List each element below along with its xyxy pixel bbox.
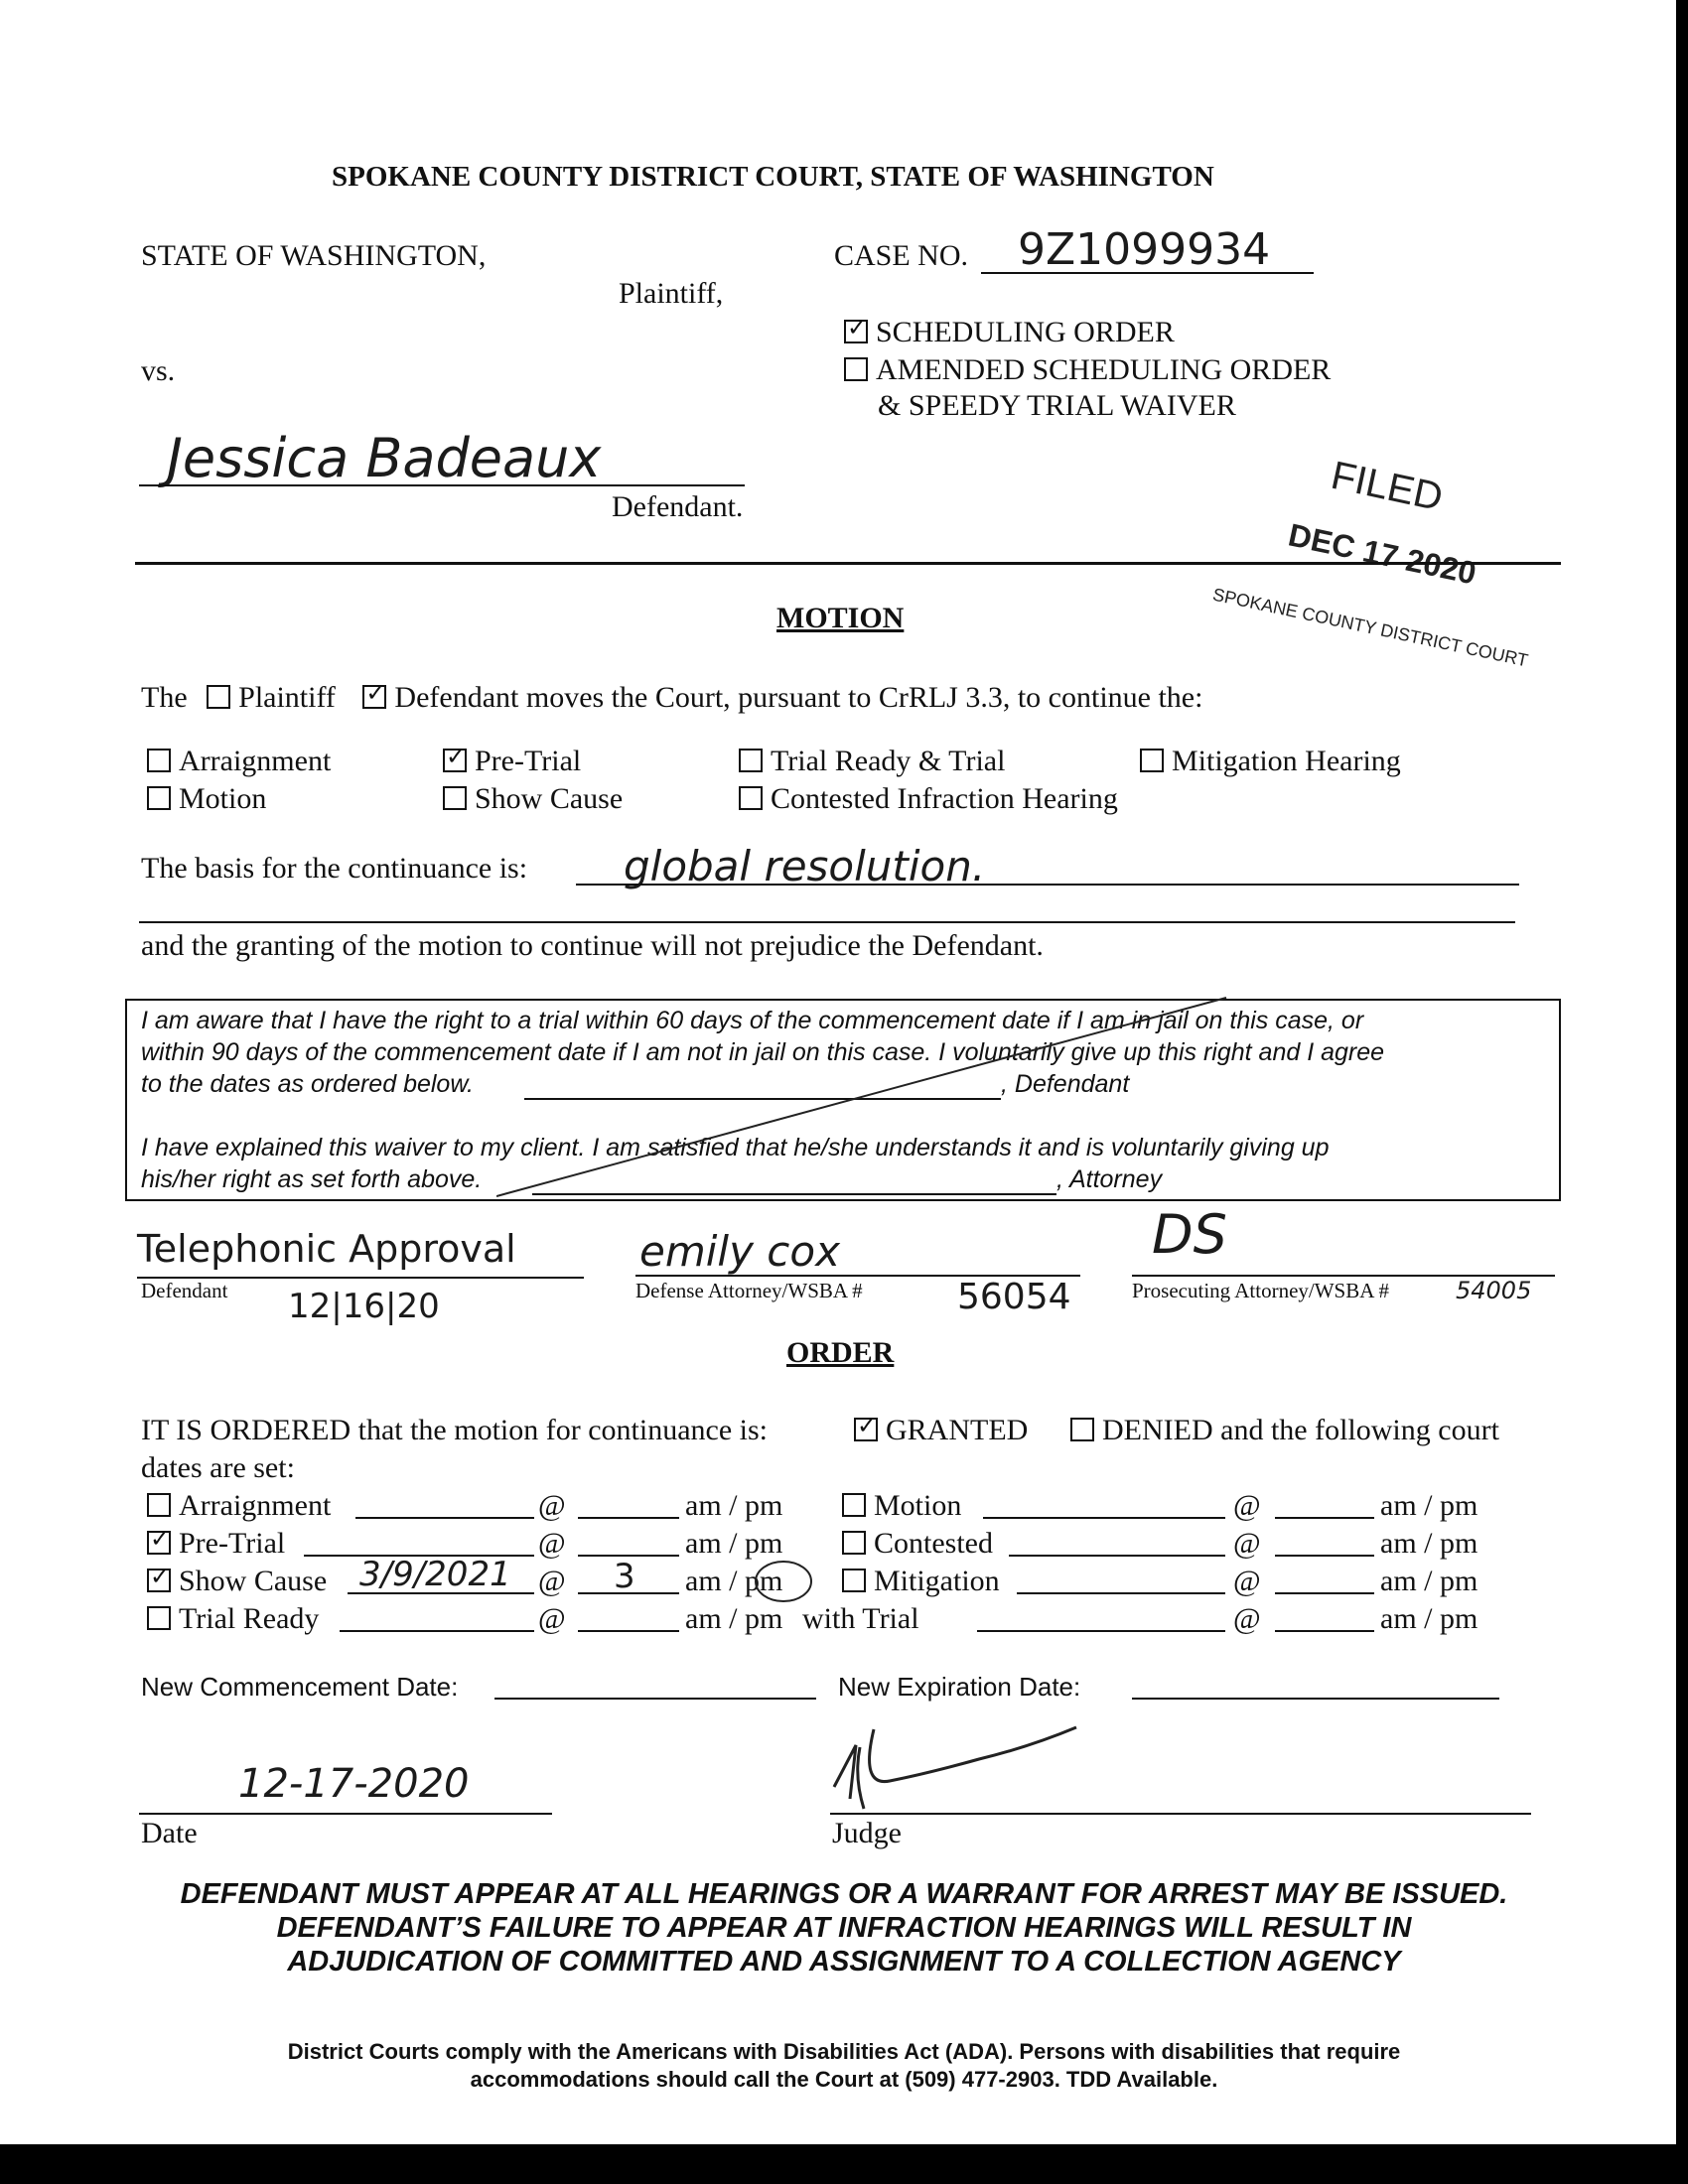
new-commencement-label: New Commencement Date: xyxy=(141,1672,459,1702)
arraignment-ampm: am / pm xyxy=(685,1489,783,1522)
order-trial-ready-checkbox[interactable] xyxy=(147,1606,171,1630)
order-arraignment-label: Arraignment xyxy=(179,1489,332,1522)
order-row-trial-ready[interactable] xyxy=(147,1602,319,1636)
order-show-cause-checkbox[interactable] xyxy=(147,1569,171,1592)
contested-at: @ xyxy=(1233,1527,1261,1560)
with-trial-time-line[interactable] xyxy=(1275,1630,1374,1632)
waiver-strike-line xyxy=(496,993,1231,1201)
defense-attorney-signature: emily cox xyxy=(639,1227,840,1276)
order-trial-ready-label: Trial Ready xyxy=(179,1602,320,1635)
warning-line-3: ADJUDICATION OF COMMITTED AND ASSIGNMENT TO A COLLECTION AGENCY xyxy=(287,1946,1401,1978)
warning-line-2: DEFENDANT’S FAILURE TO APPEAR AT INFRACTION HEARINGS WILL RESULT IN xyxy=(276,1912,1412,1944)
option-motion[interactable] xyxy=(147,782,266,816)
granted-option[interactable] xyxy=(854,1414,1028,1447)
warning-line-1: DEFENDANT MUST APPEAR AT ALL HEARINGS OR A WARRANT FOR ARREST MAY BE ISSUED. xyxy=(180,1878,1508,1910)
prosecutor-wsba-number: 54005 xyxy=(1456,1277,1532,1304)
arraignment-at: @ xyxy=(538,1489,566,1522)
trial-ready-date-line[interactable] xyxy=(340,1630,534,1632)
order-show-cause-label: Show Cause xyxy=(179,1565,328,1597)
option-show-cause[interactable] xyxy=(443,782,623,816)
show-cause-at: @ xyxy=(538,1565,566,1597)
ada-line-2: accommodations should call the Court at (509) 477-2903. TDD Available. xyxy=(470,2067,1218,2092)
trial-ready-label: Trial Ready & Trial xyxy=(771,745,1006,777)
filed-stamp-date: DEC 17 2020 xyxy=(1285,516,1479,592)
motion-time-line[interactable] xyxy=(1275,1517,1374,1519)
motion-date-line[interactable] xyxy=(983,1517,1225,1519)
defense-wsba-number: 56054 xyxy=(957,1277,1071,1317)
prosecutor-signature: DS xyxy=(1152,1203,1227,1266)
scheduling-order-option[interactable] xyxy=(844,316,1175,349)
defendant-signature: Telephonic Approval xyxy=(137,1227,516,1271)
ada-line-1: District Courts comply with the Americans with Disabilities Act (ADA). Persons with disabilities that require xyxy=(287,2039,1401,2064)
plaintiff-option-label: Plaintiff xyxy=(238,681,336,714)
motion-intro-the: The xyxy=(141,681,188,714)
option-trial-ready[interactable] xyxy=(739,745,1005,778)
amended-order-checkbox[interactable] xyxy=(844,357,868,381)
contested-time-line[interactable] xyxy=(1275,1555,1374,1557)
plaintiff-label: Plaintiff, xyxy=(619,277,724,310)
plaintiff-checkbox[interactable] xyxy=(207,685,230,709)
new-commencement-line[interactable] xyxy=(494,1698,816,1700)
court-title: SPOKANE COUNTY DISTRICT COURT, STATE OF WASHINGTON xyxy=(332,161,1214,193)
trial-ready-checkbox[interactable] xyxy=(739,749,763,772)
case-no-label: CASE NO. xyxy=(834,239,969,272)
filed-stamp: FILED xyxy=(1327,453,1447,520)
contested-label: Contested Infraction Hearing xyxy=(771,782,1118,815)
order-row-mitigation[interactable] xyxy=(842,1565,1000,1598)
waiver-line-5b: , Attorney xyxy=(1056,1165,1163,1193)
mitigation-checkbox[interactable] xyxy=(1140,749,1164,772)
defendant-label: Defendant. xyxy=(612,490,744,523)
arraignment-time-line[interactable] xyxy=(578,1517,679,1519)
order-date-value: 12-17-2020 xyxy=(238,1761,470,1807)
pretrial-label: Pre-Trial xyxy=(475,745,582,777)
option-mitigation[interactable] xyxy=(1140,745,1401,778)
order-contested-checkbox[interactable] xyxy=(842,1531,866,1555)
order-mitigation-checkbox[interactable] xyxy=(842,1569,866,1592)
waiver-line-5a: his/her right as set forth above. xyxy=(141,1165,483,1193)
motion-at: @ xyxy=(1233,1489,1261,1522)
defendant-option-label: Defendant moves the Court, pursuant to CrRLJ 3.3, to continue the: xyxy=(394,681,1203,714)
motion-label: Motion xyxy=(179,782,267,815)
basis-value-handwritten[interactable]: global resolution. xyxy=(624,842,986,890)
mitigation-time-line[interactable] xyxy=(1275,1592,1374,1594)
waiver-line-2: within 90 days of the commencement date if I am not in jail on this case. I voluntarily give up this right and I agree xyxy=(141,1038,1385,1066)
amended-order-option[interactable] xyxy=(844,353,1331,387)
motion-checkbox[interactable] xyxy=(147,786,171,810)
case-no-line xyxy=(981,272,1314,274)
order-row-show-cause[interactable] xyxy=(147,1565,327,1598)
option-arraignment[interactable] xyxy=(147,745,331,778)
basis-label: The basis for the continuance is: xyxy=(141,852,528,885)
show-cause-checkbox[interactable] xyxy=(443,786,467,810)
show-cause-ampm: am / pm xyxy=(685,1565,783,1597)
order-date-label: Date xyxy=(141,1817,198,1849)
section-divider xyxy=(135,562,1561,565)
show-cause-label: Show Cause xyxy=(475,782,624,815)
order-motion-label: Motion xyxy=(874,1489,962,1522)
waiver-line-3a: to the dates as ordered below. xyxy=(141,1070,474,1098)
trial-ready-ampm: am / pm xyxy=(685,1602,783,1635)
order-arraignment-checkbox[interactable] xyxy=(147,1493,171,1517)
motion-ampm: am / pm xyxy=(1380,1489,1478,1522)
defendant-sig-label: Defendant xyxy=(141,1279,228,1302)
show-cause-date-value[interactable]: 3/9/2021 xyxy=(359,1555,511,1594)
option-contested[interactable] xyxy=(739,782,1118,816)
defendant-name-line xyxy=(139,484,745,486)
basis-line-1 xyxy=(576,884,1519,886)
contested-checkbox[interactable] xyxy=(739,786,763,810)
arraignment-checkbox[interactable] xyxy=(147,749,171,772)
mitigation-date-line[interactable] xyxy=(1017,1592,1225,1594)
denied-label: DENIED and the following court xyxy=(1102,1414,1499,1446)
waiver-line-3b: , Defendant xyxy=(1001,1070,1130,1098)
denied-checkbox[interactable] xyxy=(1070,1418,1094,1441)
ordered-text: IT IS ORDERED that the motion for continuance is: xyxy=(141,1414,769,1446)
granted-checkbox[interactable] xyxy=(854,1418,878,1441)
order-mitigation-label: Mitigation xyxy=(874,1565,1000,1597)
scheduling-order-checkbox[interactable] xyxy=(844,320,868,343)
waiver-line-4: I have explained this waiver to my client. I am satisfied that he/she understands it and is voluntarily giving up xyxy=(141,1134,1330,1161)
plaintiff-name: STATE OF WASHINGTON, xyxy=(141,239,487,272)
filed-stamp-court: SPOKANE COUNTY DISTRICT COURT xyxy=(1210,584,1530,671)
motion-heading: MOTION xyxy=(776,602,905,634)
with-trial-at: @ xyxy=(1233,1602,1261,1635)
pretrial-checkbox[interactable] xyxy=(443,749,467,772)
arraignment-label: Arraignment xyxy=(179,745,332,777)
order-heading: ORDER xyxy=(786,1336,895,1369)
speedy-trial-waiver-label: & SPEEDY TRIAL WAIVER xyxy=(878,389,1236,422)
no-prejudice-text: and the granting of the motion to continue will not prejudice the Defendant. xyxy=(141,929,1044,962)
new-expiration-line[interactable] xyxy=(1132,1698,1499,1700)
order-row-motion[interactable] xyxy=(842,1489,961,1523)
defendant-checkbox[interactable] xyxy=(362,685,386,709)
order-date-line xyxy=(139,1813,552,1815)
judge-signature-line xyxy=(830,1813,1531,1815)
order-pretrial-checkbox[interactable] xyxy=(147,1531,171,1555)
order-contested-label: Contested xyxy=(874,1527,993,1560)
granted-label: GRANTED xyxy=(886,1414,1029,1446)
pretrial-ampm: am / pm xyxy=(685,1527,783,1560)
dates-set-text: dates are set: xyxy=(141,1451,295,1484)
basis-line-2 xyxy=(139,921,1515,923)
order-row-with-trial: with Trial xyxy=(802,1602,919,1635)
waiver-line-1: I am aware that I have the right to a trial within 60 days of the commencement date if I am in jail on this case, or xyxy=(141,1007,1364,1034)
motion-intro xyxy=(141,681,1202,715)
denied-option[interactable] xyxy=(1070,1414,1499,1447)
trial-ready-time-line[interactable] xyxy=(578,1630,679,1632)
vs-label: vs. xyxy=(141,354,176,387)
order-pretrial-label: Pre-Trial xyxy=(179,1527,286,1560)
option-pretrial[interactable] xyxy=(443,745,581,778)
contested-date-line[interactable] xyxy=(1009,1555,1225,1557)
defendant-sig-date: 12|16|20 xyxy=(288,1287,440,1326)
scan-right-border xyxy=(1676,0,1688,2184)
amended-order-label: AMENDED SCHEDULING ORDER xyxy=(876,353,1332,386)
defense-attorney-label: Defense Attorney/WSBA # xyxy=(635,1279,863,1302)
contested-ampm: am / pm xyxy=(1380,1527,1478,1560)
case-no-value: 9Z1099934 xyxy=(1018,224,1271,275)
judge-label: Judge xyxy=(832,1817,902,1849)
trial-ready-at: @ xyxy=(538,1602,566,1635)
order-row-contested[interactable] xyxy=(842,1527,993,1561)
mitigation-label: Mitigation Hearing xyxy=(1172,745,1401,777)
prosecutor-label: Prosecuting Attorney/WSBA # xyxy=(1132,1279,1389,1302)
with-trial-date-line[interactable] xyxy=(977,1630,1225,1632)
defendant-name-handwritten: Jessica Badeaux xyxy=(167,427,602,489)
pretrial-at: @ xyxy=(538,1527,566,1560)
mitigation-ampm: am / pm xyxy=(1380,1565,1478,1597)
scan-bottom-border xyxy=(0,2144,1688,2184)
show-cause-time-value[interactable]: 3 xyxy=(614,1557,635,1596)
judge-signature-mark xyxy=(820,1717,1088,1827)
order-row-pretrial[interactable] xyxy=(147,1527,285,1561)
mitigation-at: @ xyxy=(1233,1565,1261,1597)
scheduling-order-label: SCHEDULING ORDER xyxy=(876,316,1175,348)
order-motion-checkbox[interactable] xyxy=(842,1493,866,1517)
with-trial-ampm: am / pm xyxy=(1380,1602,1478,1635)
order-row-arraignment[interactable] xyxy=(147,1489,331,1523)
new-expiration-label: New Expiration Date: xyxy=(838,1672,1081,1702)
pm-circle-mark xyxy=(753,1559,814,1604)
arraignment-date-line[interactable] xyxy=(355,1517,534,1519)
